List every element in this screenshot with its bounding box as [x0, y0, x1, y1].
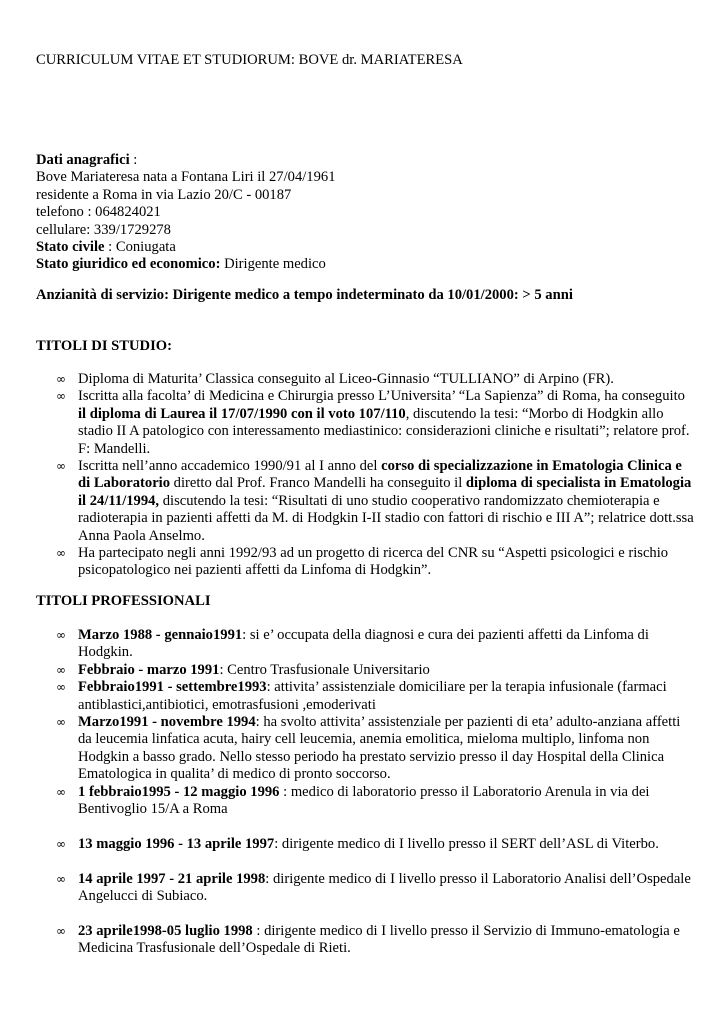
infinity-bullet-icon: ∞: [56, 784, 66, 799]
legal-status-line: [36, 256, 696, 273]
item-date-range: 23 aprile1998-05 luglio 1998: [78, 922, 253, 939]
personal-data-label: Dati anagrafici: [36, 152, 130, 168]
infinity-bullet-icon: ∞: [56, 459, 66, 474]
civil-status-line: [36, 239, 696, 256]
list-item: [36, 388, 696, 458]
item-text: : Centro Trasfusionale Universitario: [219, 661, 430, 678]
item-date-range: 14 aprile 1997 - 21 aprile 1998: [78, 870, 266, 887]
list-item: [36, 371, 696, 388]
infinity-bullet-icon: ∞: [56, 871, 66, 886]
civil-status-label: Stato civile: [36, 239, 105, 256]
personal-data-label-suffix: :: [129, 152, 138, 168]
item-text: : dirigente medico di I livello presso il Servizio di Immuno-ematologia e Medicina Trasfusionale dell’Ospedale di Rieti.: [78, 922, 680, 957]
item-text: : medico di laboratorio presso il Laboratorio Arenula in via dei Bentivoglio 15/A a Roma: [78, 783, 650, 818]
infinity-bullet-icon: ∞: [56, 715, 66, 730]
item-text: : dirigente medico di I livello presso il SERT dell’ASL di Viterbo.: [274, 835, 659, 852]
item-text: Diploma di Maturita’ Classica conseguito al Liceo-Ginnasio “TULLIANO” di Arpino (FR).: [78, 371, 614, 387]
infinity-bullet-icon: ∞: [56, 662, 66, 677]
item-text: : ha svolto attivita’ assistenziale per pazienti di eta’ adulto-anziana affetti da leucemia linfatica acuta, hairy cell leucemia, anemia emolitica, mieloma multiplo, linfoma non Hodgkin a basso grado. Nello stesso periodo ha prestato servizio presso il day Hospital della Clinica Ematologica in qualita’ di medico di pronto soccorso.: [78, 714, 681, 783]
address-line: residente a Roma in via Lazio 20/C - 00187: [36, 186, 292, 203]
infinity-bullet-icon: ∞: [56, 628, 66, 642]
list-spacer: [36, 818, 696, 835]
mobile-line: cellulare: 339/1729278: [36, 221, 171, 238]
list-item: [36, 545, 696, 580]
list-item: [36, 627, 696, 662]
item-date-range: 13 maggio 1996 - 13 aprile 1997: [78, 835, 275, 852]
list-item: [36, 923, 696, 958]
item-bold-text: corso di specializzazione in Ematologia Clinica e di Laboratorio: [78, 458, 682, 492]
list-item: [36, 836, 696, 853]
civil-status-value: : Coniugata: [104, 239, 176, 256]
item-text: Iscritta alla facolta’ di Medicina e Chirurgia presso L’Universita’ “La Sapienza” di Roma, ha conseguito: [78, 388, 685, 405]
phone-line: telefono : 064824021: [36, 204, 161, 221]
list-item: [36, 871, 696, 906]
study-titles-list: [36, 371, 696, 580]
item-text: , discutendo la tesi: “Morbo di Hodgkin allo stadio II A patologico con interessamento mediastinico: considerazioni cliniche e risultati”; relatore prof. F: Mandelli.: [78, 405, 690, 457]
infinity-bullet-icon: ∞: [56, 372, 66, 386]
infinity-bullet-icon: ∞: [56, 680, 66, 695]
list-spacer: [36, 905, 696, 922]
infinity-bullet-icon: ∞: [56, 389, 66, 404]
item-text: : si e’ occupata della diagnosi e cura dei pazienti affetti da Linfoma di Hodgkin.: [78, 627, 649, 661]
legal-status-label: Stato giuridico ed economico:: [36, 256, 221, 273]
item-text: : attivita’ assistenziale domiciliare per la terapia infusionale (farmaci antiblastici,antibiotici, emotrasfusioni ,emoderivati: [78, 679, 667, 713]
list-item: [36, 714, 696, 784]
item-date-range: Febbraio - marzo 1991: [78, 661, 220, 678]
list-item: [36, 679, 696, 714]
item-date-range: Marzo 1988 - gennaio1991: [78, 627, 243, 643]
list-spacer: [36, 853, 696, 870]
item-text: Iscritta nell’anno accademico 1990/91 al I anno del: [78, 458, 382, 475]
item-text: Ha partecipato negli anni 1992/93 ad un progetto di ricerca del CNR su “Aspetti psicologici e rischio psicopatologico nei pazienti affetti da Linfoma di Hodgkin”.: [78, 545, 669, 579]
document-title: CURRICULUM VITAE ET STUDIORUM: BOVE dr. MARIATERESA: [36, 52, 463, 68]
personal-data-heading: [36, 152, 696, 169]
infinity-bullet-icon: ∞: [56, 546, 66, 561]
seniority-line: Anzianità di servizio: Dirigente medico a tempo indeterminato da 10/01/2000: > 5 anni: [36, 287, 573, 303]
item-bold-text: il diploma di Laurea il 17/07/1990 con il voto 107/110: [78, 405, 406, 422]
professional-titles-list: [36, 627, 696, 958]
legal-status-value: Dirigente medico: [220, 256, 326, 273]
item-date-range: 1 febbraio1995 - 12 maggio 1996: [78, 783, 280, 800]
infinity-bullet-icon: ∞: [56, 836, 66, 851]
professional-titles-heading: TITOLI PROFESSIONALI: [36, 593, 211, 609]
infinity-bullet-icon: ∞: [56, 923, 66, 938]
item-text: : dirigente medico di I livello presso il Laboratorio Analisi dell’Ospedale Angelucci di Subiaco.: [78, 870, 691, 905]
item-date-range: Febbraio1991 - settembre1993: [78, 679, 267, 696]
item-text: diretto dal Prof. Franco Mandelli ha conseguito il: [170, 475, 466, 492]
birth-line: Bove Mariateresa nata a Fontana Liri il 27/04/1961: [36, 169, 336, 186]
item-bold-text: diploma di specialista in Ematologia il 24/11/1994,: [78, 475, 692, 509]
list-item: [36, 784, 696, 819]
list-item: [36, 458, 696, 545]
study-titles-heading: TITOLI DI STUDIO:: [36, 338, 172, 354]
item-date-range: Marzo1991 - novembre 1994: [78, 714, 256, 731]
item-text: discutendo la tesi: “Risultati di uno studio cooperativo randomizzato chemioterapia e radioterapia in pazienti affetti da M. di Hodgkin I-II stadio con fattori di rischio e III A”; relatrice dott.ssa Anna Paola Anselmo.: [78, 492, 694, 544]
personal-data-section: [36, 152, 696, 274]
list-item: [36, 662, 696, 679]
